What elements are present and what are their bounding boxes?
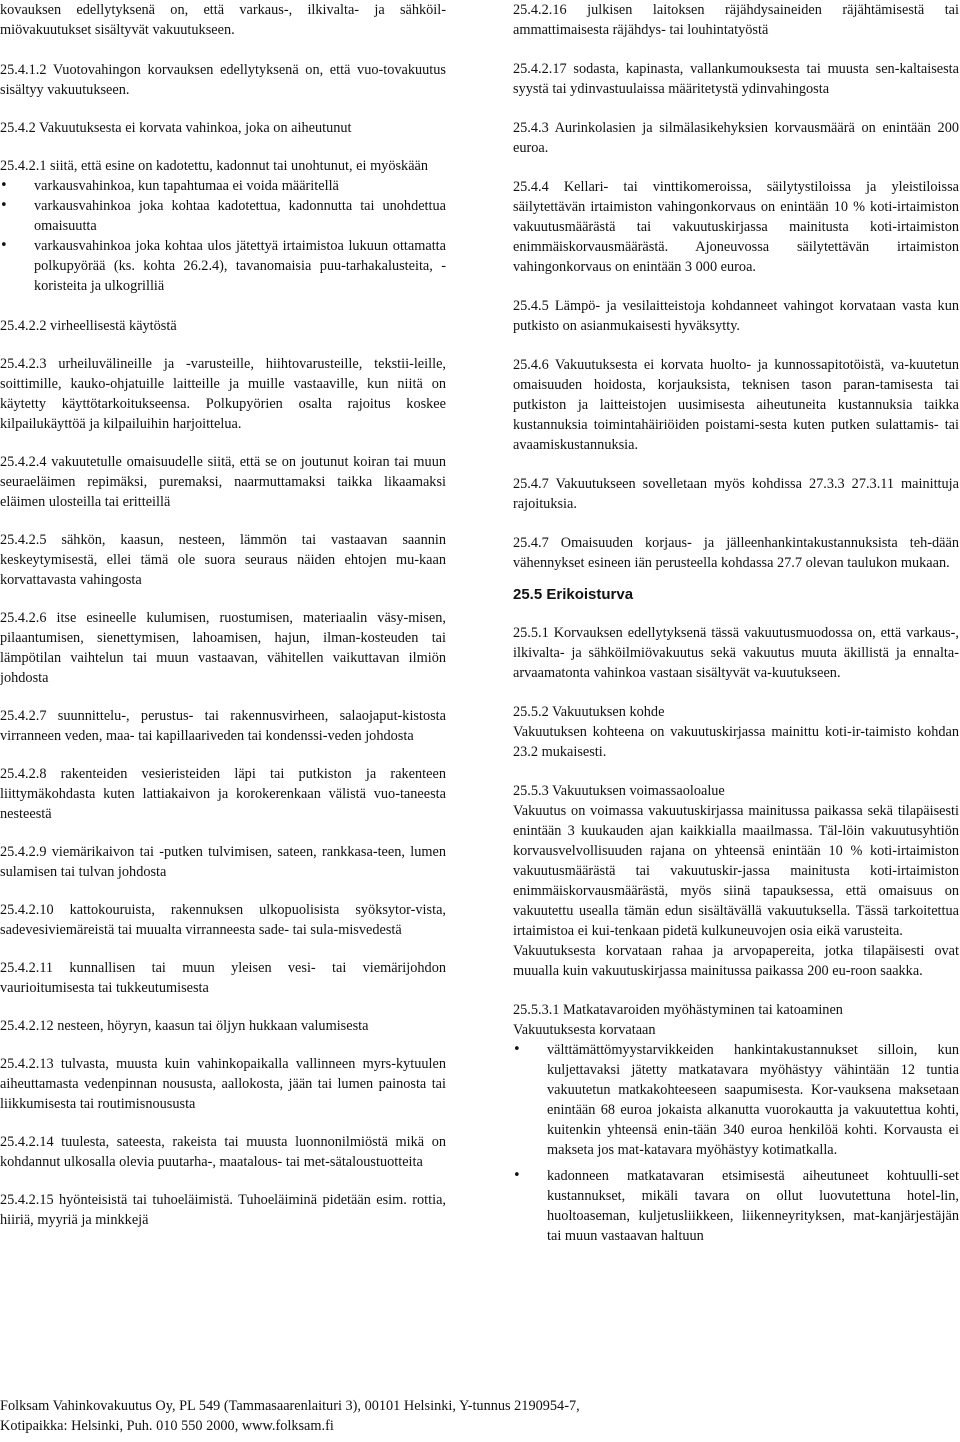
paragraph: kovauksen edellytyksenä on, että varkaus-, ilkivalta- ja sähköil-miövakuutukset sisältyvät vakuutukseen. xyxy=(0,2,446,38)
list-item: • välttämättömyystarvikkeiden hankintakustannukset silloin, kun kuljettavaksi jätetty matkatavara myöhästyy vähintään 12 tuntia vakuutetun matkakohteeseen saapumisesta. Kor-vauksena maksetaan enintään 68 euroa jokaista alkanutta vuorokautta ja vakuutettua kohti, kuitenkin yhteensä enin-tään 340 euroa henkilöä kohti. Korvausta ei makseta jos mat-katavara myöhästyy kotimatkalla. xyxy=(513,1040,959,1160)
paragraph: Vakuutuksesta korvataan rahaa ja arvopapereita, jotka tilapäisesti ovat muualla kuin vakuutuskirjassa mainitussa paikassa 200 eu-roon saakka. xyxy=(513,943,959,979)
paragraph: 25.4.7 Vakuutukseen sovelletaan myös kohdissa 27.3.3 27.3.11 mainittuja rajoituksia. xyxy=(513,476,959,512)
paragraph: 25.4.2.6 itse esineelle kulumisen, ruostumisen, materiaalin väsy-misen, pilaantumisen, sienettymisen, lahoamisen, hajun, ilman-kosteuden tai lämpötilan vaihtelun tai muun vastaavan, vähitellen vaikuttavan ilmiön johdosta xyxy=(0,610,446,686)
list-item: • varkausvahinkoa joka kohtaa ulos jätettyä irtaimistoa lukuun ottamatta polkupyörää (ks. kohta 26.2.4), tavanomaisia puu-tarhakalusteita, -koristeita ja ulkogrilliä xyxy=(0,236,446,296)
paragraph: 25.4.2.15 hyönteisistä tai tuhoeläimistä. Tuhoeläiminä pidetään esim. rottia, hiiriä, myyriä ja minkkejä xyxy=(0,1192,446,1228)
paragraph: 25.4.2.3 urheiluvälineille ja -varusteille, hiihtovarusteille, tekstii-leille, soittimille, kauko-ohjatuille laitteille ja muille vastaaville, kun niitä on käytetty käyttötarkoitukseensa. Polkupyörien osalta rajoitus koskee kilpailukäyttöä ja kilpailuihin harjoittelua. xyxy=(0,356,446,432)
paragraph: 25.4.3 Aurinkolasien ja silmälasikehyksien korvausmäärä on enintään 200 euroa. xyxy=(513,120,959,156)
paragraph: 25.4.1.2 Vuotovahingon korvauksen edellytyksenä on, että vuo-tovakuutus sisältyy vakuutukseen. xyxy=(0,62,446,98)
paragraph-heading: 25.5.3.1 Matkatavaroiden myöhästyminen tai katoaminen xyxy=(513,1002,843,1018)
paragraph: 25.5.1 Korvauksen edellytyksenä tässä vakuutusmuodossa on, että varkaus-, ilkivalta- ja sähköilmiövakuutus sekä vakuutus muuta äkillistä ja ennalta-arvaamatonta vahinkoa vastaan sisältyvät va-kuutukseen. xyxy=(513,625,959,681)
paragraph: 25.4.2.9 viemärikaivon tai -putken tulvimisen, sateen, rankkasa-teen, lumen sulamisen tai tulvan johdosta xyxy=(0,844,446,880)
list-item: • kadonneen matkatavaran etsimisestä aiheutuneet kohtuulli-set kustannukset, mikäli tavara on ollut luovutettuna hotel-lin, huoltoaseman, kuljetusliikkeen, liikenneyrityksen, mat-kanjärjestäjän tai muun vastaavan haltuun xyxy=(513,1166,959,1246)
paragraph: 25.4.6 Vakuutuksesta ei korvata huolto- ja kunnossapitotöistä, va-kuutetun omaisuuden hoidosta, korjauksista, teknisen tason paran-tamisesta tai putkiston ja laitteistojen uusimisesta aiheutuneita kustannuksia taikka kustannuksia toimintahäiriöiden poistami-sesta kuten putken sulattamis- tai avaamiskustannuksia. xyxy=(513,357,959,453)
paragraph: 25.4.4 Kellari- tai vinttikomeroissa, säilytystiloissa ja yleistiloissa säilytettävän irtaimiston vahingonkorvaus on enintään 10 % koti-irtaimiston vakuutusmäärästä tai vakuutuskirjassa mainitusta koti-irtaimiston enimmäiskorvausmäärästä. Ajoneuvossa säilytettävän irtaimiston vahingonkorvaus on enintään 3 000 euroa. xyxy=(513,179,959,275)
list-item: • varkausvahinkoa joka kohtaa kadotettua, kadonnutta tai unohdettua omaisuutta xyxy=(0,196,446,236)
paragraph: 25.4.2.11 kunnallisen tai muun yleisen vesi- tai viemärijohdon vaurioitumisesta tai tukkeutumisesta xyxy=(0,960,446,996)
bullet-list xyxy=(0,176,446,296)
paragraph: Vakuutus on voimassa vakuutuskirjassa mainitussa paikassa sekä tilapäisesti enintään 3 kuukauden ajan kaikkialla maailmassa. Täl-löin vakuutusyhtiön korvausvelvollisuuden rajana on yhteensä enintään 10 % koti-irtaimiston vakuutusmäärästä tai vakuutuskir-jassa mainitusta koti-irtaimiston enimmäiskorvausmäärästä, myös siinä tapauksessa, että omaisuus on vakuutettu usealla tämän edun sisältävällä vakuutuksella. Tässä tarkoitettua irtaimistoa ei kui-tenkaan pidetä kulkuneuvojen osia eikä varusteita. xyxy=(513,803,959,939)
paragraph: 25.4.2.1 siitä, että esine on kadotettu, kadonnut tai unohtunut, ei myöskään xyxy=(0,158,429,174)
bullet-list xyxy=(513,1040,959,1246)
left-column xyxy=(0,0,446,1243)
paragraph: 25.4.2.13 tulvasta, muusta kuin vahinkopaikalla vallinneen myrs-kytuulen aiheuttamasta vedenpinnan noususta, aallokosta, jään tai lumen painosta tai liikkumisesta tai routimisnoususta xyxy=(0,1056,446,1112)
section-heading: 25.5 Erikoisturva xyxy=(513,586,634,603)
paragraph: 25.4.2.4 vakuutetulle omaisuudelle siitä, että se on joutunut koiran tai muun seuraeläimen repimäksi, puremaksi, naarmuttamaksi taikka likaamaksi eläimen ulosteilla tai eritteillä xyxy=(0,454,446,510)
paragraph: 25.4.2.2 virheellisestä käytöstä xyxy=(0,318,177,334)
paragraph: Vakuutuksesta korvataan xyxy=(513,1022,656,1038)
footer-line: Kotipaikka: Helsinki, Puh. 010 550 2000, www.folksam.fi xyxy=(0,1418,334,1434)
paragraph: 25.4.2.8 rakenteiden vesieristeiden läpi tai putkiston ja rakenteen liittymäkohdasta kuten lattiakaivon ja korokerenkaan välistä vuo-taneesta nesteestä xyxy=(0,766,446,822)
paragraph-heading: 25.5.2 Vakuutuksen kohde xyxy=(513,704,665,720)
paragraph: 25.4.2.12 nesteen, höyryn, kaasun tai öljyn hukkaan valumisesta xyxy=(0,1018,369,1034)
list-item: • varkausvahinkoa, kun tapahtumaa ei voida määritellä xyxy=(0,176,446,196)
paragraph: 25.4.2.7 suunnittelu-, perustus- tai rakennusvirheen, salaojaput-kistosta virranneen veden, maa- tai kapillaariveden tai kondenssi-veden johdosta xyxy=(0,708,446,744)
right-column xyxy=(513,0,959,1259)
paragraph: 25.4.2.10 kattokouruista, rakennuksen ulkopuolisista syöksytor-vista, sadevesiviemäreistä tai muualta virranneesta sade- tai sula-misvedestä xyxy=(0,902,446,938)
footer-line: Folksam Vahinkovakuutus Oy, PL 549 (Tammasaarenlaituri 3), 00101 Helsinki, Y-tunnus 2190954-7, xyxy=(0,1398,580,1414)
paragraph: Vakuutuksen kohteena on vakuutuskirjassa mainittu koti-ir-taimisto kohdan 23.2 mukaisesti. xyxy=(513,724,959,760)
paragraph: 25.4.2.17 sodasta, kapinasta, vallankumouksesta tai muusta sen-kaltaisesta syystä tai ydinvastuulaissa määritetystä ydinvahingosta xyxy=(513,61,959,97)
paragraph: 25.4.2.14 tuulesta, sateesta, rakeista tai muusta luonnonilmiöstä mikä on kohdannut ulkosalla olevia puutarha-, maatalous- tai met-sätaloustuotteita xyxy=(0,1134,446,1170)
paragraph: 25.4.7 Omaisuuden korjaus- ja jälleenhankintakustannuksista teh-dään vähennykset esineen iän perusteella kohdassa 27.7 olevan taulukon mukaan. xyxy=(513,535,959,571)
paragraph: 25.4.2 Vakuutuksesta ei korvata vahinkoa, joka on aiheutunut xyxy=(0,120,352,136)
paragraph: 25.4.2.5 sähkön, kaasun, nesteen, lämmön tai vastaavan saannin keskeytymisestä, ellei tämä ole suora seuraus näiden ehtojen mu-kaan korvattavasta vahingosta xyxy=(0,532,446,588)
paragraph: 25.4.2.16 julkisen laitoksen räjähdysaineiden räjähtämisestä tai ammattimaisesta räjähdys- tai louhintatyöstä xyxy=(513,2,959,38)
paragraph: 25.4.5 Lämpö- ja vesilaitteistoja kohdanneet vahingot korvataan vasta kun putkisto on asianmukaisesti hyväksytty. xyxy=(513,298,959,334)
paragraph-heading: 25.5.3 Vakuutuksen voimassaoloalue xyxy=(513,783,725,799)
page-footer xyxy=(0,1396,960,1436)
